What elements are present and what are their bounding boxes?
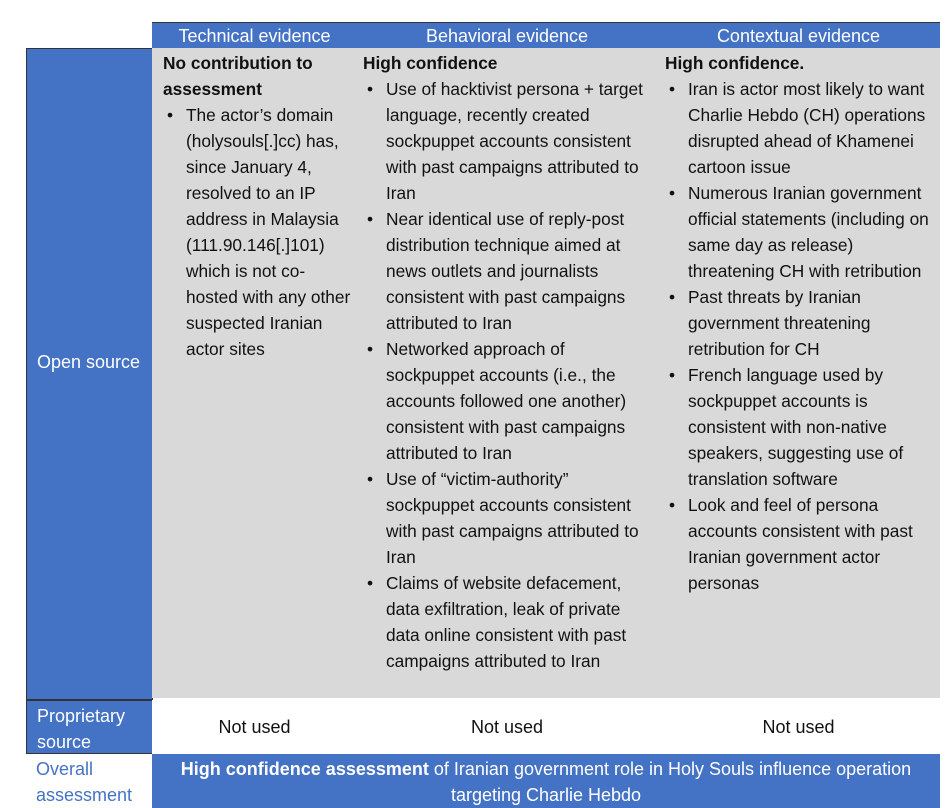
row-label-proprietary: Proprietary source [26, 700, 153, 754]
header-contextual: Contextual evidence [657, 22, 940, 48]
header-behavioral: Behavioral evidence [357, 22, 657, 48]
bullet-item: • Use of “victim-authority” sockpuppet accounts consistent with past campaigns attributed to Iran [363, 466, 651, 570]
bullet-item: • Look and feel of persona accounts consistent with past Iranian government actor personas [665, 492, 934, 596]
bullet-list [363, 76, 651, 674]
proprietary-behavioral: Not used [357, 700, 657, 754]
bullet-list [163, 102, 351, 362]
bullet-item: • Claims of website defacement, data exfiltration, leak of private data online consistent with past campaigns attributed to Iran [363, 570, 651, 674]
row-label-overall: Overall assessment [36, 759, 133, 805]
overall-assessment [152, 754, 940, 808]
overall-bold: High confidence assessment [180, 759, 429, 779]
proprietary-technical: Not used [152, 700, 357, 754]
bullet-item: • Past threats by Iranian government threatening retribution for CH [665, 284, 934, 362]
cell-open-technical [152, 48, 357, 698]
confidence-heading: High confidence [363, 53, 498, 73]
bullet-item: • Near identical use of reply-post distribution technique aimed at news outlets and journalists consistent with past campaigns attributed to Iran [363, 206, 651, 336]
bullet-item: • Iran is actor most likely to want Charlie Hebdo (CH) operations disrupted ahead of Khamenei cartoon issue [665, 76, 934, 180]
bullet-item: • Networked approach of sockpuppet accounts (i.e., the accounts followed one another) consistent with past campaigns attributed to Iran [363, 336, 651, 466]
bullet-item: • French language used by sockpuppet accounts is consistent with non-native speakers, suggesting use of translation software [665, 362, 934, 492]
proprietary-contextual: Not used [657, 700, 940, 754]
bullet-list [665, 76, 934, 596]
header-technical: Technical evidence [152, 22, 357, 48]
bullet-item: • Numerous Iranian government official statements (including on same day as release) threatening CH with retribution [665, 180, 934, 284]
cell-open-behavioral [357, 48, 657, 698]
cell-open-contextual [657, 48, 940, 698]
overall-text: of Iranian government role in Holy Souls influence operation targeting Charlie Hebdo [428, 759, 912, 805]
row-label-open-source: Open source [26, 48, 153, 700]
bullet-item: • Use of hacktivist persona + target language, recently created sockpuppet accounts consistent with past campaigns attributed to Iran [363, 76, 651, 206]
confidence-heading: High confidence. [665, 53, 805, 73]
confidence-heading: No contribution to assessment [163, 53, 313, 99]
bullet-item: • The actor’s domain (holysouls[.]cc) has, since January 4, resolved to an IP address in Malaysia (111.90.146[.]101) which is not co-hosted with any other suspected Iranian actor sites [163, 102, 351, 362]
